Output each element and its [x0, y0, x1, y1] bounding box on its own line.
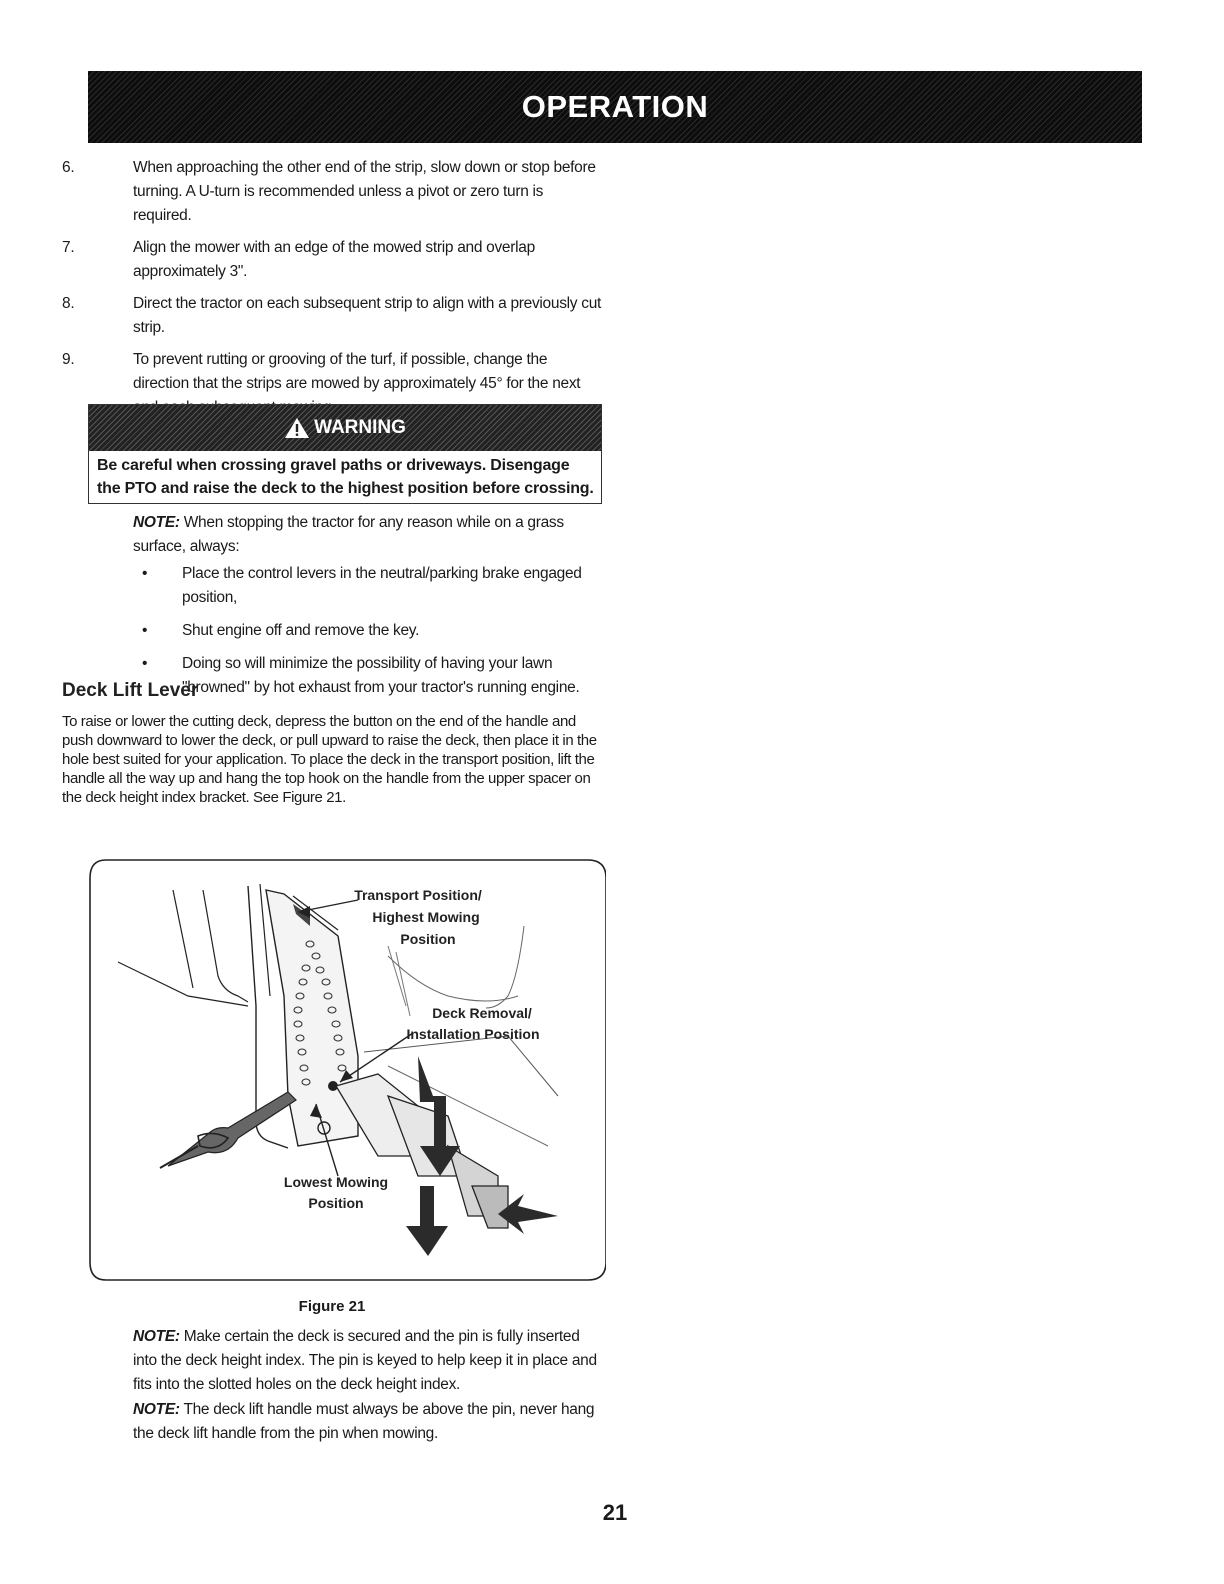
page-number: 21	[602, 1500, 628, 1525]
note-label: NOTE:	[133, 1328, 180, 1345]
step-text: Align the mower with an edge of the mowed strip and overlap approximately 3".	[133, 239, 535, 280]
list-item	[142, 652, 602, 700]
page-title: OPERATION	[521, 89, 709, 124]
section-header-bar	[88, 71, 1142, 143]
step-item	[62, 236, 602, 284]
list-item-text: Doing so will minimize the possibility of having your lawn "browned" by hot exhaust from your tractor's running engine.	[182, 655, 580, 696]
note-text: When stopping the tractor for any reason while on a grass surface, always:	[133, 514, 564, 555]
note-deck-secured	[133, 1325, 603, 1397]
list-item-text: Shut engine off and remove the key.	[182, 622, 420, 639]
steps-list	[62, 156, 602, 428]
step-number: 9.	[62, 351, 75, 368]
step-text: Direct the tractor on each subsequent strip to align with a previously cut strip.	[133, 295, 602, 336]
step-text: To prevent rutting or grooving of the turf, if possible, change the direction that the strips are mowed by approximately 45° for the next	[133, 351, 581, 392]
note-handle-above-pin	[133, 1398, 603, 1446]
warning-triangle-icon	[284, 417, 310, 439]
note-label: NOTE:	[133, 514, 180, 531]
bullet-icon: •	[142, 655, 148, 672]
bullet-icon: •	[142, 622, 148, 639]
warning-title: WARNING	[314, 417, 406, 438]
figure-21-illustration	[88, 856, 606, 1284]
step-number: 8.	[62, 295, 75, 312]
note-text: Make certain the deck is secured and the pin is fully inserted into the deck height index. The pin is keyed to help keep it in place and fits into the slotted holes on the deck height index.	[133, 1328, 597, 1393]
warning-header	[89, 405, 601, 451]
warning-box	[88, 404, 602, 504]
bullet-icon: •	[142, 565, 148, 582]
label-lowest-position: Position	[308, 1195, 364, 1211]
step-item	[62, 156, 602, 228]
step-number: 7.	[62, 239, 75, 256]
step-number: 6.	[62, 159, 75, 176]
warning-text: Be careful when crossing gravel paths or driveways. Disengage the PTO and raise the deck to the highest position before crossing.	[97, 457, 594, 497]
label-deck-removal: Deck Removal/	[432, 1005, 532, 1021]
figure-caption: Figure 21	[298, 1298, 366, 1315]
note-text: The deck lift handle must always be above the pin, never hang the deck lift handle from the pin when mowing.	[133, 1401, 595, 1442]
list-item-text: Place the control levers in the neutral/parking brake engaged position,	[182, 565, 582, 606]
list-item	[142, 619, 602, 643]
note-stopping	[133, 511, 603, 559]
section-heading: Deck Lift Lever	[62, 680, 199, 701]
label-highest-mowing: Highest Mowing	[372, 909, 480, 925]
label-installation-position: Installation Position	[406, 1026, 540, 1042]
list-item	[142, 562, 602, 610]
label-lowest-mowing: Lowest Mowing	[283, 1174, 389, 1190]
section-paragraph: To raise or lower the cutting deck, depress the button on the end of the handle and push downward to lower the deck, or pull upward to raise the deck, then place it in the hole best suited for your application. To place the deck in the transport position, lift the handle all the way up and hang the top hook on the handle from the upper spacer on the deck height index bracket. See Figure 21.	[62, 713, 597, 806]
step-text: When approaching the other end of the strip, slow down or stop before turning. A U-turn is recommended unless a pivot or zero turn is required.	[133, 159, 596, 224]
bullet-list	[142, 562, 602, 709]
note-label: NOTE:	[133, 1401, 180, 1418]
label-transport-position: Transport Position/	[354, 887, 482, 903]
step-item	[62, 292, 602, 340]
label-transport-position-2: Position	[400, 931, 456, 947]
